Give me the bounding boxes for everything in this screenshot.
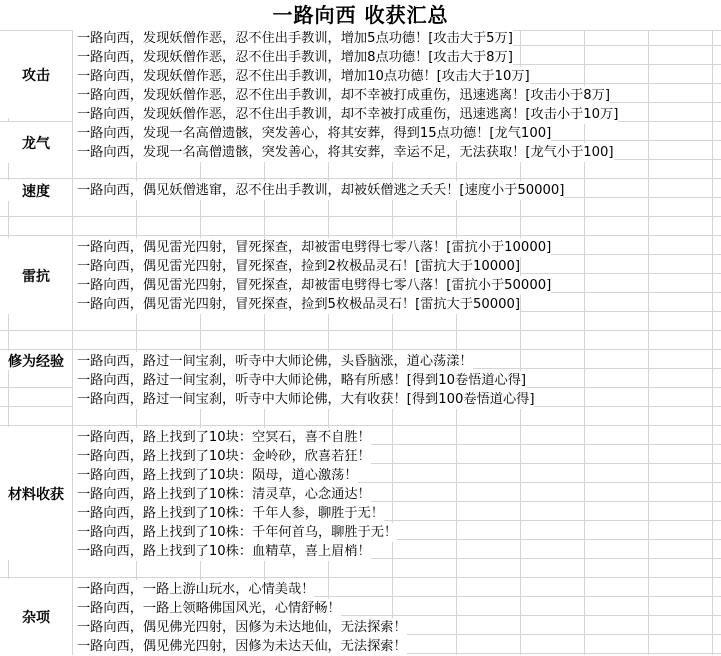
table-row[interactable]: 一路向西，发现一名高僧遗骸，突发善心，将其安葬，幸运不足，无法获取！[龙气小于100] [73,143,614,162]
table-row[interactable]: 一路向西，偶见雷光四射，冒死探查，却被雷电劈得七零八落！[雷抗小于50000] [73,276,551,295]
category-cultivation-exp[interactable]: 修为经验 [0,351,73,370]
table-row[interactable]: 一路向西，路上找到了10块：空冥石，喜不自胜！ [73,428,371,447]
table-row[interactable]: 一路向西，路上找到了10株：血精草，喜上眉梢！ [73,542,371,561]
table-row[interactable]: 一路向西，路上找到了10块：金岭砂，欣喜若狂！ [73,447,371,466]
table-row[interactable]: 一路向西，发现妖僧作恶，忍不住出手教训，增加5点功德！[攻击大于5万] [73,29,513,48]
table-row[interactable]: 一路向西，一路上游山玩水，心情美哉！ [73,580,314,599]
category-dragon-qi[interactable]: 龙气 [0,122,73,163]
table-row[interactable]: 一路向西，偶见佛光四射，因修为未达天仙，无法探索！ [73,637,407,656]
table-row[interactable]: 一路向西，发现妖僧作恶，忍不住出手教训，增加8点功德！[攻击大于8万] [73,48,513,67]
table-row[interactable]: 一路向西，路上找到了10株：清灵草，心念通达！ [73,485,371,504]
category-speed[interactable]: 速度 [0,180,73,201]
table-row[interactable]: 一路向西，偶见雷光四射，冒死探查，捡到2枚极品灵石！[雷抗大于10000] [73,257,520,276]
category-materials[interactable]: 材料收获 [0,427,73,560]
table-row[interactable]: 一路向西，发现妖僧作恶，忍不住出手教训，却不幸被打成重伤，迅速逃离！[攻击小于10万] [73,105,618,124]
table-row[interactable]: 一路向西，一路上领略佛国风光，心情舒畅！ [73,599,341,618]
table-row[interactable]: 一路向西，路过一间宝刹，听寺中大师论佛，大有收获！[得到100卷悟道心得] [73,390,534,409]
table-row[interactable]: 一路向西，发现妖僧作恶，忍不住出手教训，却不幸被打成重伤，迅速逃离！[攻击小于8万] [73,86,610,105]
table-row[interactable]: 一路向西，发现妖僧作恶，忍不住出手教训，增加10点功德！[攻击大于10万] [73,67,530,86]
table-row[interactable]: 一路向西，发现一名高僧遗骸，突发善心，将其安葬，得到15点功德！[龙气100] [73,124,551,143]
table-row[interactable]: 一路向西，路上找到了10株：千年人参，聊胜于无！ [73,504,384,523]
category-thunder-resist[interactable]: 雷抗 [0,238,73,314]
table-row[interactable]: 一路向西，路上找到了10块：陨母，道心激荡！ [73,466,358,485]
table-row[interactable]: 一路向西，路上找到了10株：千年何首乌，聊胜于无！ [73,523,397,542]
table-row[interactable]: 一路向西，偶见妖僧逃窜，忍不住出手教训，却被妖僧逃之夭夭！[速度小于50000] [73,181,564,200]
category-misc[interactable]: 杂项 [0,579,73,655]
table-row[interactable]: 一路向西，路过一间宝刹，听寺中大师论佛，略有所感！[得到10卷悟道心得] [73,371,526,390]
table-row[interactable]: 一路向西，偶见雷光四射，冒死探查，却被雷电劈得七零八落！[雷抗小于10000] [73,238,551,257]
page-title: 一路向西 收获汇总 [0,0,721,31]
table-row[interactable]: 一路向西，偶见雷光四射，冒死探查，捡到5枚极品灵石！[雷抗大于50000] [73,295,520,314]
category-attack[interactable]: 攻击 [0,31,73,118]
table-row[interactable]: 一路向西，路过一间宝刹，听寺中大师论佛，头昏脑涨，道心荡漾！ [73,352,473,371]
table-row[interactable]: 一路向西，偶见佛光四射，因修为未达地仙，无法探索！ [73,618,407,637]
